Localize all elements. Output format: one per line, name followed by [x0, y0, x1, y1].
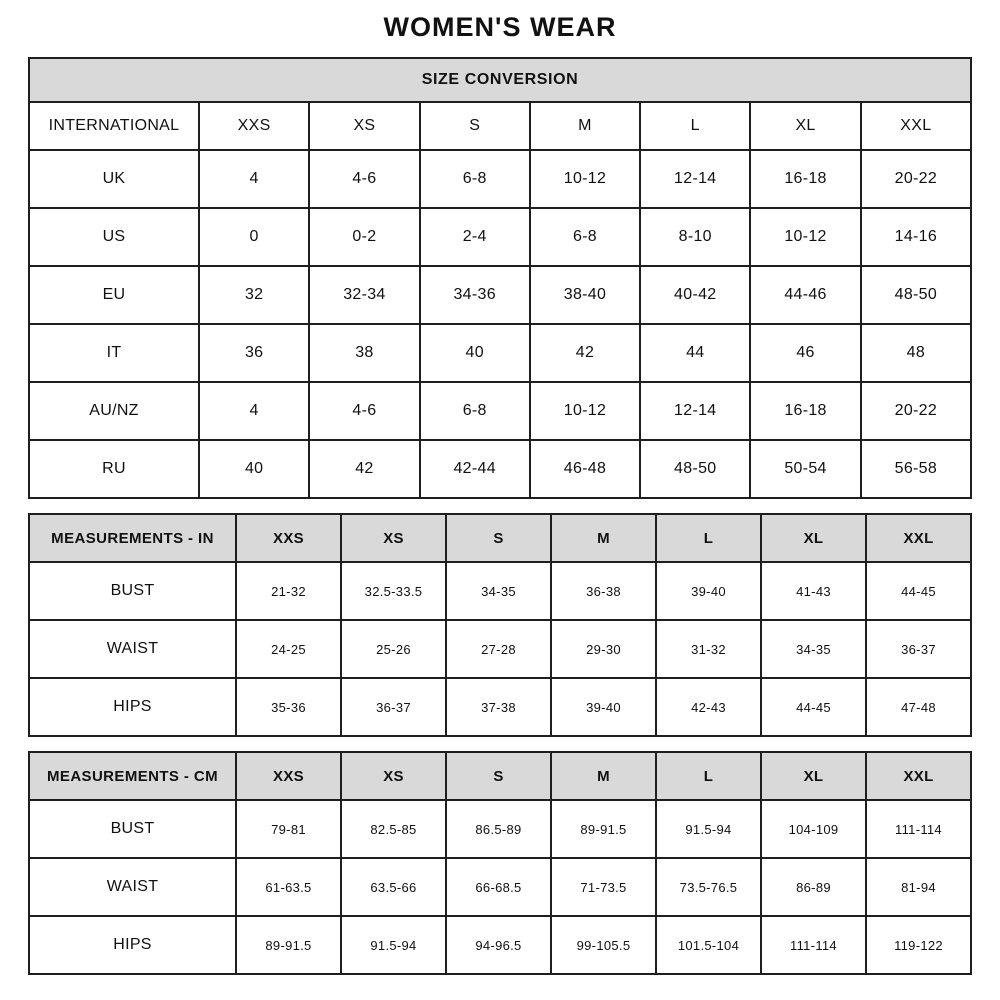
data-cell: 4 — [199, 382, 309, 440]
column-header-s: S — [420, 102, 530, 150]
data-cell: 111-114 — [866, 800, 971, 858]
table-row-eu — [29, 266, 971, 324]
row-label: IT — [29, 324, 199, 382]
column-header-xs: XS — [341, 514, 446, 562]
table-row-uk — [29, 150, 971, 208]
data-cell: 86-89 — [761, 858, 866, 916]
data-cell: 10-12 — [750, 208, 860, 266]
page-title: WOMEN'S WEAR — [383, 12, 617, 42]
data-cell: 39-40 — [551, 678, 656, 736]
table-row-bust — [29, 562, 971, 620]
row-label: HIPS — [29, 678, 236, 736]
data-cell: 27-28 — [446, 620, 551, 678]
table-row-us — [29, 208, 971, 266]
data-cell: 42-44 — [420, 440, 530, 498]
size-conversion-table — [28, 57, 972, 499]
data-cell: 47-48 — [866, 678, 971, 736]
data-cell: 36 — [199, 324, 309, 382]
data-cell: 40 — [420, 324, 530, 382]
data-cell: 66-68.5 — [446, 858, 551, 916]
column-header-international: INTERNATIONAL — [29, 102, 199, 150]
data-cell: 38-40 — [530, 266, 640, 324]
data-cell: 36-38 — [551, 562, 656, 620]
column-header-l: L — [656, 752, 761, 800]
column-header-s: S — [446, 752, 551, 800]
data-cell: 16-18 — [750, 150, 860, 208]
column-header-row — [29, 752, 971, 800]
row-label: BUST — [29, 800, 236, 858]
measurements-in-table — [28, 513, 972, 737]
measurements-cm-title: MEASUREMENTS - CM — [29, 752, 236, 800]
data-cell: 6-8 — [530, 208, 640, 266]
row-label: UK — [29, 150, 199, 208]
data-cell: 44-45 — [761, 678, 866, 736]
data-cell: 71-73.5 — [551, 858, 656, 916]
column-header-xxl: XXL — [861, 102, 971, 150]
data-cell: 42-43 — [656, 678, 761, 736]
data-cell: 56-58 — [861, 440, 971, 498]
data-cell: 63.5-66 — [341, 858, 446, 916]
column-header-xxs: XXS — [236, 514, 341, 562]
data-cell: 0 — [199, 208, 309, 266]
column-header-l: L — [656, 514, 761, 562]
data-cell: 12-14 — [640, 150, 750, 208]
column-header-xl: XL — [750, 102, 860, 150]
data-cell: 4-6 — [309, 150, 419, 208]
data-cell: 12-14 — [640, 382, 750, 440]
column-header-xxl: XXL — [866, 514, 971, 562]
data-cell: 42 — [530, 324, 640, 382]
data-cell: 50-54 — [750, 440, 860, 498]
column-header-m: M — [530, 102, 640, 150]
data-cell: 89-91.5 — [236, 916, 341, 974]
column-header-xl: XL — [761, 752, 866, 800]
data-cell: 21-32 — [236, 562, 341, 620]
data-cell: 25-26 — [341, 620, 446, 678]
data-cell: 32.5-33.5 — [341, 562, 446, 620]
data-cell: 48-50 — [861, 266, 971, 324]
data-cell: 99-105.5 — [551, 916, 656, 974]
data-cell: 89-91.5 — [551, 800, 656, 858]
table-row-ru — [29, 440, 971, 498]
data-cell: 20-22 — [861, 382, 971, 440]
data-cell: 29-30 — [551, 620, 656, 678]
column-header-m: M — [551, 514, 656, 562]
measurements-cm-table — [28, 751, 972, 975]
data-cell: 39-40 — [656, 562, 761, 620]
column-header-m: M — [551, 752, 656, 800]
table-row-waist — [29, 620, 971, 678]
data-cell: 40 — [199, 440, 309, 498]
table-row-hips — [29, 916, 971, 974]
table-row-bust — [29, 800, 971, 858]
measurements-in-title: MEASUREMENTS - IN — [29, 514, 236, 562]
data-cell: 14-16 — [861, 208, 971, 266]
data-cell: 79-81 — [236, 800, 341, 858]
table-row-aunz — [29, 382, 971, 440]
data-cell: 2-4 — [420, 208, 530, 266]
data-cell: 6-8 — [420, 150, 530, 208]
row-label: WAIST — [29, 858, 236, 916]
size-conversion-title: SIZE CONVERSION — [29, 58, 971, 102]
row-label: US — [29, 208, 199, 266]
data-cell: 41-43 — [761, 562, 866, 620]
data-cell: 34-35 — [761, 620, 866, 678]
table-row-hips — [29, 678, 971, 736]
column-header-xs: XS — [341, 752, 446, 800]
row-label: AU/NZ — [29, 382, 199, 440]
row-label: RU — [29, 440, 199, 498]
data-cell: 82.5-85 — [341, 800, 446, 858]
row-label: HIPS — [29, 916, 236, 974]
data-cell: 40-42 — [640, 266, 750, 324]
column-header-xxs: XXS — [236, 752, 341, 800]
data-cell: 36-37 — [866, 620, 971, 678]
data-cell: 81-94 — [866, 858, 971, 916]
row-label: EU — [29, 266, 199, 324]
data-cell: 61-63.5 — [236, 858, 341, 916]
data-cell: 42 — [309, 440, 419, 498]
data-cell: 91.5-94 — [656, 800, 761, 858]
column-header-xxs: XXS — [199, 102, 309, 150]
data-cell: 44-46 — [750, 266, 860, 324]
column-header-xs: XS — [309, 102, 419, 150]
data-cell: 111-114 — [761, 916, 866, 974]
data-cell: 4 — [199, 150, 309, 208]
data-cell: 32 — [199, 266, 309, 324]
table-row-waist — [29, 858, 971, 916]
data-cell: 0-2 — [309, 208, 419, 266]
column-header-row — [29, 514, 971, 562]
data-cell: 10-12 — [530, 382, 640, 440]
data-cell: 32-34 — [309, 266, 419, 324]
column-header-xxl: XXL — [866, 752, 971, 800]
table-title-row — [29, 58, 971, 102]
data-cell: 101.5-104 — [656, 916, 761, 974]
data-cell: 44 — [640, 324, 750, 382]
data-cell: 35-36 — [236, 678, 341, 736]
data-cell: 20-22 — [861, 150, 971, 208]
data-cell: 10-12 — [530, 150, 640, 208]
data-cell: 91.5-94 — [341, 916, 446, 974]
data-cell: 48 — [861, 324, 971, 382]
data-cell: 46 — [750, 324, 860, 382]
data-cell: 36-37 — [341, 678, 446, 736]
data-cell: 48-50 — [640, 440, 750, 498]
row-label: WAIST — [29, 620, 236, 678]
data-cell: 24-25 — [236, 620, 341, 678]
data-cell: 37-38 — [446, 678, 551, 736]
data-cell: 6-8 — [420, 382, 530, 440]
column-header-row — [29, 102, 971, 150]
data-cell: 44-45 — [866, 562, 971, 620]
data-cell: 73.5-76.5 — [656, 858, 761, 916]
data-cell: 46-48 — [530, 440, 640, 498]
data-cell: 94-96.5 — [446, 916, 551, 974]
data-cell: 104-109 — [761, 800, 866, 858]
data-cell: 34-35 — [446, 562, 551, 620]
data-cell: 4-6 — [309, 382, 419, 440]
data-cell: 34-36 — [420, 266, 530, 324]
data-cell: 86.5-89 — [446, 800, 551, 858]
data-cell: 38 — [309, 324, 419, 382]
column-header-s: S — [446, 514, 551, 562]
data-cell: 119-122 — [866, 916, 971, 974]
data-cell: 16-18 — [750, 382, 860, 440]
data-cell: 31-32 — [656, 620, 761, 678]
table-row-it — [29, 324, 971, 382]
size-chart-sheet — [28, 0, 972, 975]
column-header-xl: XL — [761, 514, 866, 562]
column-header-l: L — [640, 102, 750, 150]
row-label: BUST — [29, 562, 236, 620]
data-cell: 8-10 — [640, 208, 750, 266]
